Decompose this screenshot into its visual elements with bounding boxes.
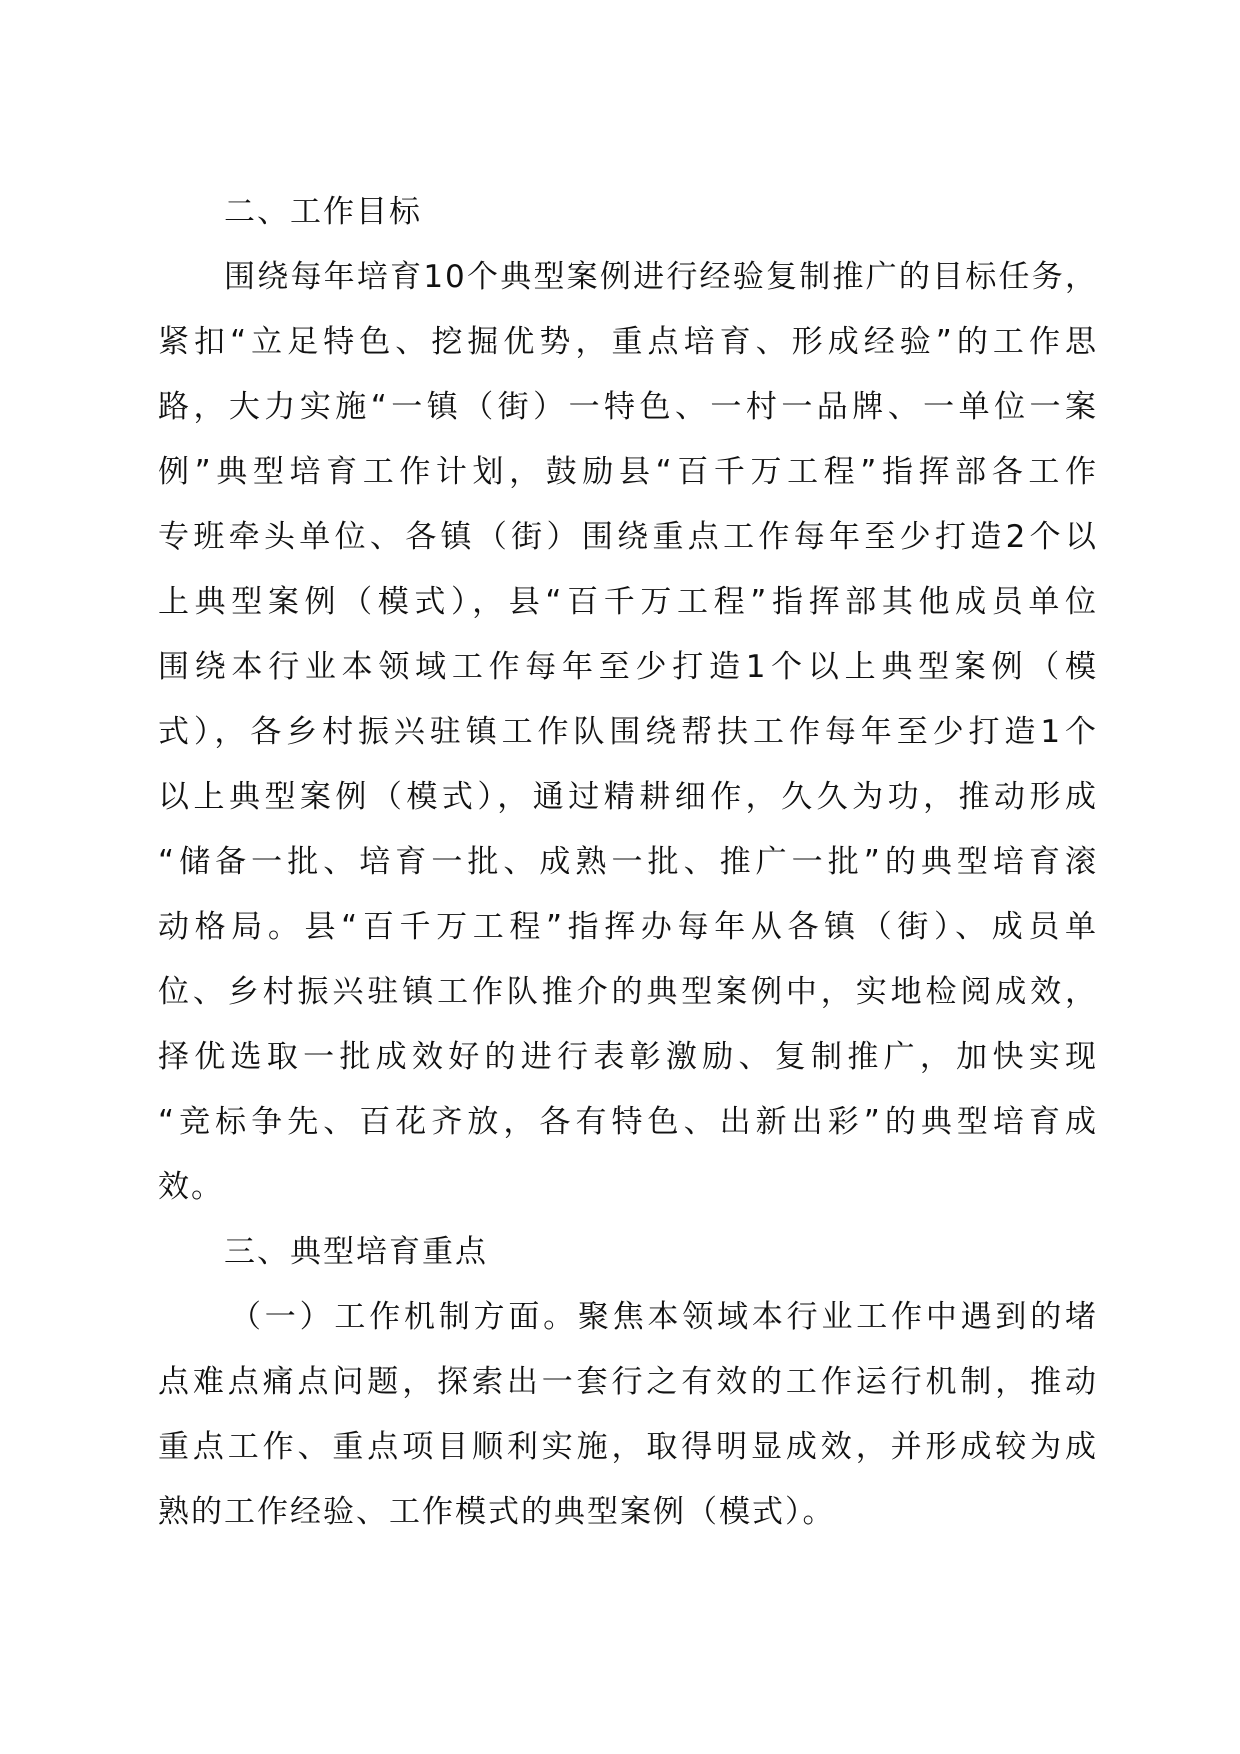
subsection-paragraph-line: （一）工作机制方面。聚焦本领域本行业工作中遇到的堵	[230, 1299, 1098, 1335]
paragraph-line: “储备一批、培育一批、成熟一批、推广一批”的典型培育滚	[158, 844, 1098, 880]
paragraph-line: 重点工作、重点项目顺利实施，取得明显成效，并形成较为成	[158, 1429, 1098, 1465]
paragraph-line: 熟的工作经验、工作模式的典型案例（模式）。	[158, 1494, 836, 1530]
paragraph-line: 式），各乡村振兴驻镇工作队围绕帮扶工作每年至少打造1个	[158, 714, 1098, 750]
section-heading-2: 二、工作目标	[224, 194, 422, 230]
paragraph-line: 围绕每年培育10个典型案例进行经验复制推广的目标任务，	[224, 259, 1098, 295]
paragraph-line: 位、乡村振兴驻镇工作队推介的典型案例中，实地检阅成效，	[158, 974, 1098, 1010]
paragraph-line: 上典型案例（模式），县“百千万工程”指挥部其他成员单位	[158, 584, 1098, 620]
paragraph-line: 以上典型案例（模式），通过精耕细作，久久为功，推动形成	[158, 779, 1098, 815]
paragraph-line: “竞标争先、百花齐放，各有特色、出新出彩”的典型培育成	[158, 1104, 1098, 1140]
paragraph-line: 择优选取一批成效好的进行表彰激励、复制推广，加快实现	[158, 1039, 1098, 1075]
document-body	[158, 180, 1098, 1545]
paragraph-line: 点难点痛点问题，探索出一套行之有效的工作运行机制，推动	[158, 1364, 1098, 1400]
section-heading-3: 三、典型培育重点	[224, 1234, 488, 1270]
paragraph-line: 动格局。县“百千万工程”指挥办每年从各镇（街）、成员单	[158, 909, 1098, 945]
paragraph-line: 效。	[158, 1169, 224, 1205]
paragraph-line: 例”典型培育工作计划，鼓励县“百千万工程”指挥部各工作	[158, 454, 1098, 490]
paragraph-line: 紧扣“立足特色、挖掘优势，重点培育、形成经验”的工作思	[158, 324, 1098, 360]
paragraph-line: 围绕本行业本领域工作每年至少打造1个以上典型案例（模	[158, 649, 1098, 685]
paragraph-line: 路，大力实施“一镇（街）一特色、一村一品牌、一单位一案	[158, 389, 1098, 425]
paragraph-line: 专班牵头单位、各镇（街）围绕重点工作每年至少打造2个以	[158, 519, 1098, 555]
